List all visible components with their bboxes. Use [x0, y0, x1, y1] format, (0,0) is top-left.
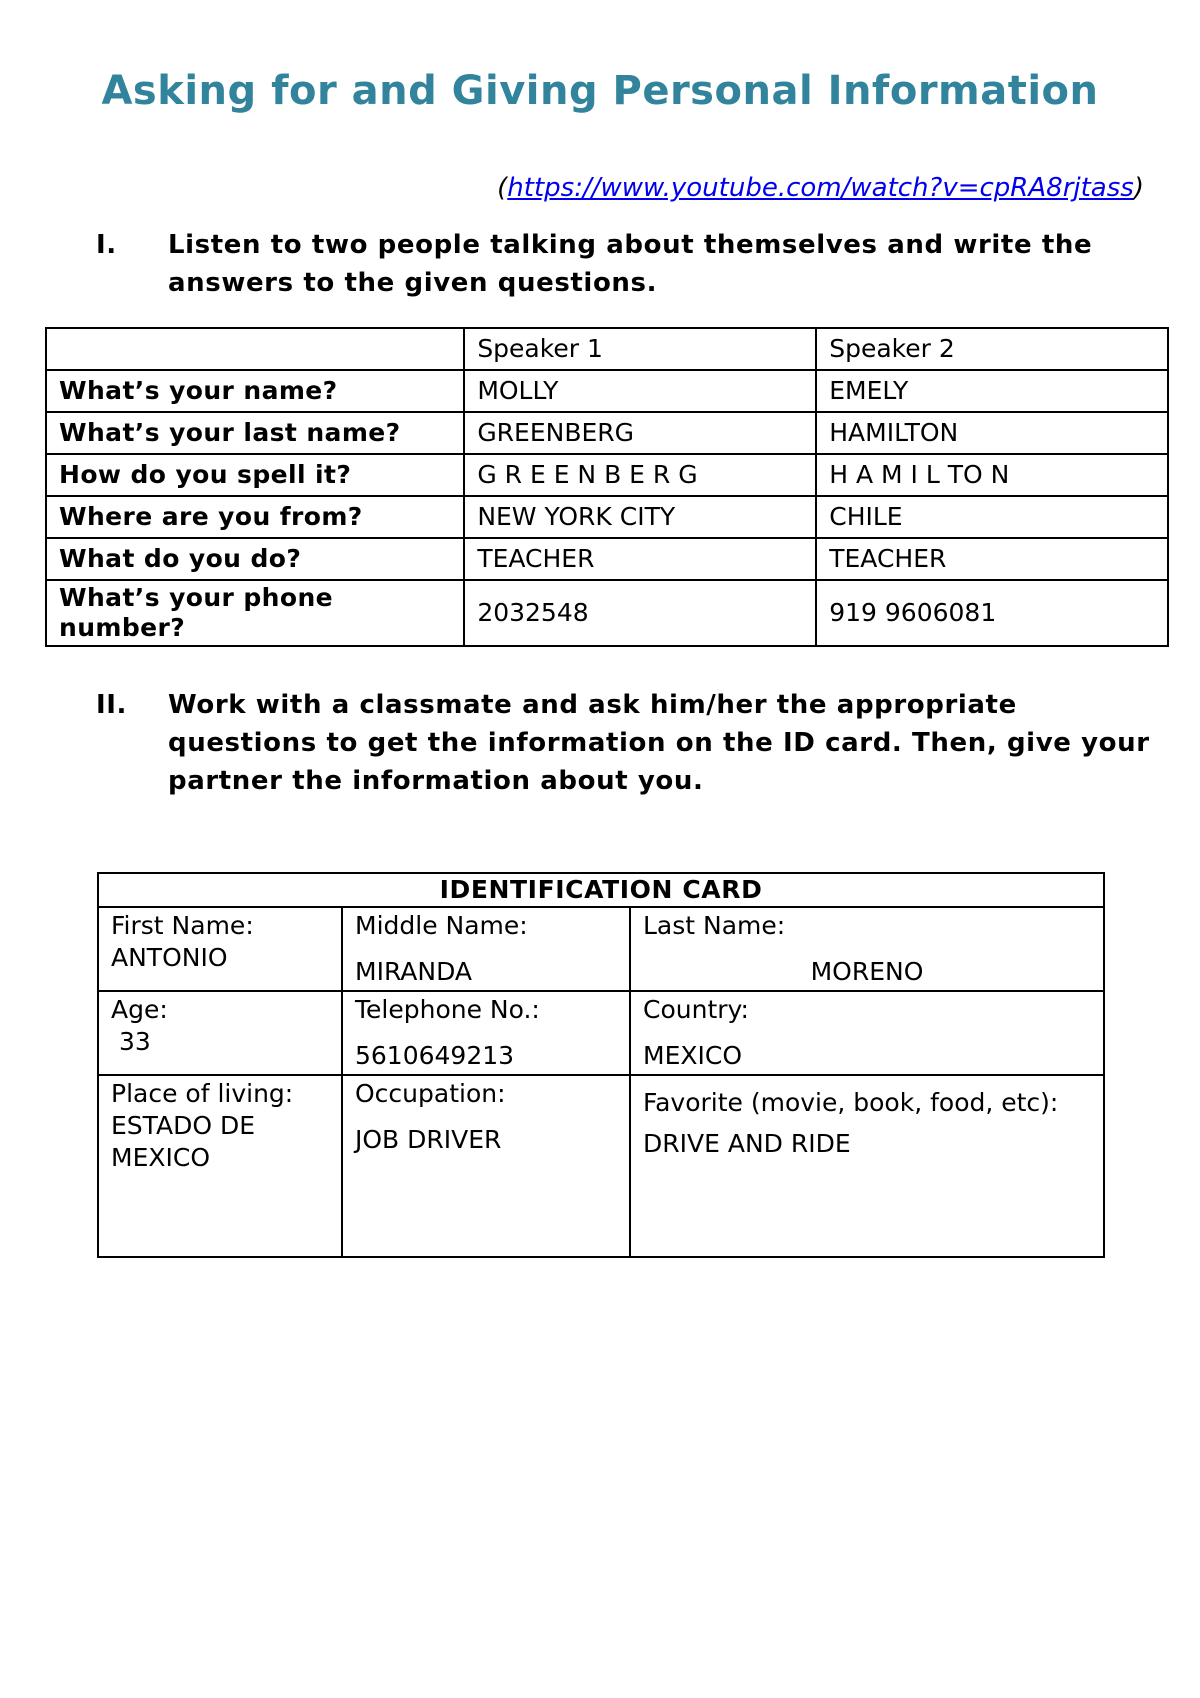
middle-name-cell: [342, 907, 630, 991]
page-title: Asking for and Giving Personal Information: [101, 68, 1099, 114]
middle-name-label: Middle Name:: [355, 911, 528, 940]
table-row: [46, 454, 1168, 496]
age-value: 33: [111, 1027, 151, 1056]
country-label: Country:: [643, 995, 749, 1024]
speaker-1-answer: 2032548: [464, 580, 816, 646]
speaker-answers-table: [45, 327, 1169, 647]
occupation-cell: [342, 1075, 630, 1257]
speaker-2-answer: HAMILTON: [816, 412, 1168, 454]
id-card-heading-row: [98, 873, 1104, 907]
last-name-cell: [630, 907, 1104, 991]
speaker-1-answer: NEW YORK CITY: [464, 496, 816, 538]
header-speaker-1: Speaker 1: [464, 328, 816, 370]
age-cell: [98, 991, 342, 1075]
place-of-living-label: Place of living:: [111, 1079, 294, 1108]
question-cell: What’s your name?: [46, 370, 464, 412]
place-of-living-value: ESTADO DE MEXICO: [111, 1111, 256, 1172]
middle-name-value: MIRANDA: [355, 957, 473, 986]
video-link[interactable]: https://www.youtube.com/watch?v=cpRA8rjtass: [507, 173, 1134, 203]
speaker-1-answer: MOLLY: [464, 370, 816, 412]
identification-card: [97, 872, 1105, 1258]
speaker-2-answer: CHILE: [816, 496, 1168, 538]
table-row: [46, 412, 1168, 454]
speaker-2-answer: TEACHER: [816, 538, 1168, 580]
age-label: Age:: [111, 995, 168, 1024]
speaker-1-answer: TEACHER: [464, 538, 816, 580]
speaker-2-answer: 919 9606081: [816, 580, 1168, 646]
table-header-row: [46, 328, 1168, 370]
occupation-value: JOB DRIVER: [355, 1125, 502, 1154]
id-card-row-contact: [98, 991, 1104, 1075]
header-speaker-2: Speaker 2: [816, 328, 1168, 370]
speaker-1-answer: GREENBERG: [464, 412, 816, 454]
speaker-2-answer: EMELY: [816, 370, 1168, 412]
section-2-text: Work with a classmate and ask him/her the appropriate questions to get the information on the ID card. Then, give your partner the information about you.: [168, 690, 1150, 796]
question-cell: What’s your last name?: [46, 412, 464, 454]
speaker-2-answer: H A M I L TO N: [816, 454, 1168, 496]
first-name-cell: [98, 907, 342, 991]
favorite-value: DRIVE AND RIDE: [643, 1129, 851, 1158]
question-cell: What do you do?: [46, 538, 464, 580]
link-open-paren: (: [497, 173, 508, 203]
section-1-number: I.: [96, 230, 117, 260]
last-name-label: Last Name:: [643, 911, 786, 940]
id-card-row-details: [98, 1075, 1104, 1257]
question-cell: What’s your phone number?: [46, 580, 464, 646]
last-name-value: MORENO: [810, 957, 924, 986]
telephone-label: Telephone No.:: [355, 995, 540, 1024]
table-row: [46, 538, 1168, 580]
question-cell: How do you spell it?: [46, 454, 464, 496]
video-link-line: [497, 173, 1144, 203]
first-name-value: ANTONIO: [111, 943, 228, 972]
favorite-cell: [630, 1075, 1104, 1257]
place-of-living-cell: [98, 1075, 342, 1257]
section-2-instructions: [96, 686, 1156, 800]
id-card-row-names: [98, 907, 1104, 991]
table-row: [46, 370, 1168, 412]
header-cell-empty: [46, 328, 464, 370]
id-card-heading: IDENTIFICATION CARD: [98, 873, 1104, 907]
section-1-text: Listen to two people talking about themselves and write the answers to the given questions.: [168, 230, 1093, 298]
favorite-label: Favorite (movie, book, food, etc):: [643, 1088, 1059, 1117]
speaker-1-answer: G R E E N B E R G: [464, 454, 816, 496]
occupation-label: Occupation:: [355, 1079, 506, 1108]
country-cell: [630, 991, 1104, 1075]
first-name-label: First Name:: [111, 911, 254, 940]
question-cell: Where are you from?: [46, 496, 464, 538]
section-2-number: II.: [96, 690, 128, 720]
table-row: [46, 580, 1168, 646]
table-row: [46, 496, 1168, 538]
link-close-paren: ): [1133, 173, 1144, 203]
section-1-instructions: [96, 226, 1156, 302]
telephone-cell: [342, 991, 630, 1075]
telephone-value: 5610649213: [355, 1041, 515, 1070]
country-value: MEXICO: [643, 1041, 742, 1070]
